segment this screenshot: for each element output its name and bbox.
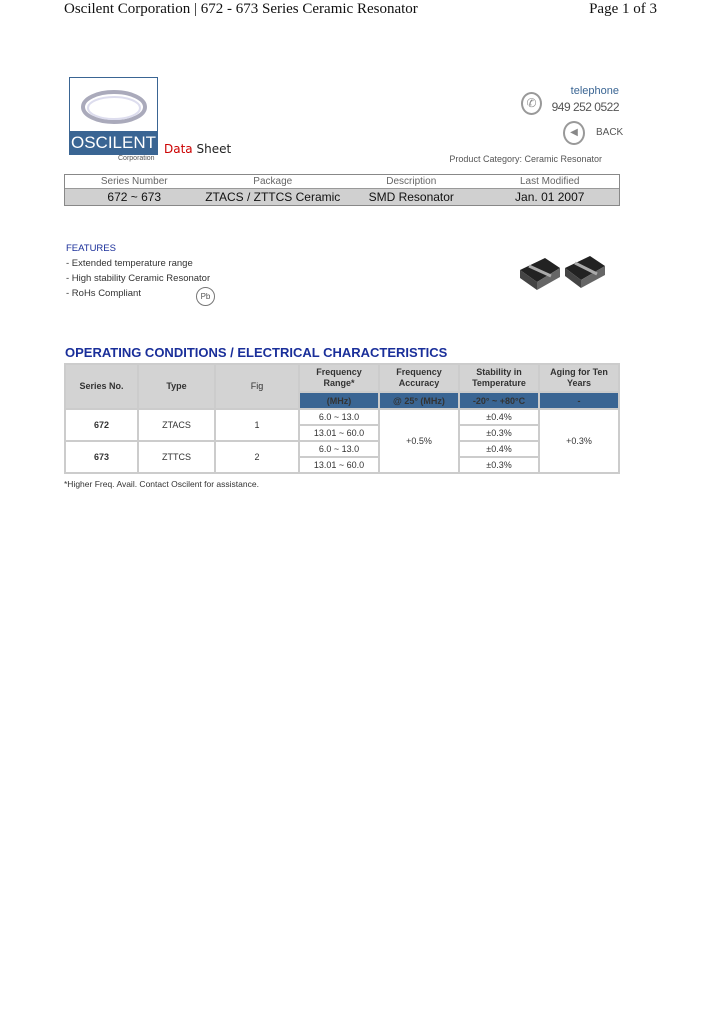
- feature-item: - Extended temperature range: [66, 258, 193, 269]
- header-series: Series No.: [65, 364, 138, 409]
- series-cell: 672: [65, 409, 138, 441]
- accuracy-cell: +0.5%: [379, 409, 459, 473]
- subheader-stability: -20° ~ +80°C: [459, 392, 539, 409]
- table-row: [65, 441, 619, 457]
- sheet-label: Sheet: [196, 142, 232, 156]
- telephone-number: 949 252 0522: [551, 100, 619, 114]
- product-category: Product Category: Ceramic Resonator: [449, 154, 602, 164]
- info-value: ZTACS / ZTTCS Ceramic: [205, 190, 341, 204]
- stability-cell: ±0.3%: [459, 425, 539, 441]
- logo-subtitle: Corporation: [118, 155, 155, 162]
- info-value: SMD Resonator: [368, 190, 454, 204]
- resonator-product-image: [515, 250, 610, 295]
- header-frequency-accuracy: Frequency Accuracy: [379, 364, 459, 392]
- header-aging: Aging for Ten Years: [539, 364, 619, 392]
- info-header: Series Number: [100, 176, 168, 187]
- header-frequency-range: Frequency Range*: [299, 364, 379, 392]
- header-stability: Stability in Temperature: [459, 364, 539, 392]
- stability-cell: ±0.3%: [459, 457, 539, 473]
- info-header: Package: [253, 176, 293, 187]
- back-arrow-icon[interactable]: ◀: [563, 121, 585, 145]
- characteristics-table: [64, 363, 620, 474]
- page-number: Page 1 of 3: [589, 1, 657, 17]
- phone-icon: ✆: [521, 92, 542, 115]
- table-row: [65, 409, 619, 425]
- type-cell: ZTTCS: [138, 441, 215, 473]
- range-cell: 13.01 ~ 60.0: [299, 425, 379, 441]
- section-title: OPERATING CONDITIONS / ELECTRICAL CHARACTERISTICS: [65, 345, 448, 360]
- telephone-label: telephone: [570, 85, 619, 97]
- subheader-accuracy: @ 25° (MHz): [379, 392, 459, 409]
- type-cell: ZTACS: [138, 409, 215, 441]
- oscilent-logo: [69, 77, 158, 154]
- data-sheet-label: [164, 142, 231, 156]
- subheader-range: (MHz): [299, 392, 379, 409]
- info-header: Last Modified: [520, 176, 580, 187]
- fig-cell: 1: [215, 409, 299, 441]
- subheader-aging: -: [539, 392, 619, 409]
- footnote: *Higher Freq. Avail. Contact Oscilent for assistance.: [64, 479, 259, 489]
- series-cell: 673: [65, 441, 138, 473]
- info-header: Description: [386, 176, 437, 187]
- feature-item: - High stability Ceramic Resonator: [66, 273, 211, 284]
- feature-item: - RoHs Compliant: [66, 288, 141, 299]
- back-link[interactable]: BACK: [596, 127, 624, 138]
- aging-cell: +0.3%: [539, 409, 619, 473]
- stability-cell: ±0.4%: [459, 409, 539, 425]
- features-title: FEATURES: [66, 243, 116, 254]
- pb-free-icon: Pb: [196, 287, 215, 306]
- range-cell: 6.0 ~ 13.0: [299, 441, 379, 457]
- header-type: Type: [138, 364, 215, 409]
- document-title: Oscilent Corporation | 672 - 673 Series Ceramic Resonator: [64, 1, 418, 17]
- info-value: 672 ~ 673: [107, 190, 162, 204]
- stability-cell: ±0.4%: [459, 441, 539, 457]
- data-label: Data: [164, 142, 193, 156]
- logo-text: OSCILENT: [69, 131, 158, 155]
- range-cell: 6.0 ~ 13.0: [299, 409, 379, 425]
- header-fig: Fig: [215, 364, 299, 409]
- range-cell: 13.01 ~ 60.0: [299, 457, 379, 473]
- info-value: Jan. 01 2007: [515, 190, 585, 204]
- fig-cell: 2: [215, 441, 299, 473]
- ring-logo-icon: [80, 86, 148, 130]
- info-table: [64, 174, 620, 206]
